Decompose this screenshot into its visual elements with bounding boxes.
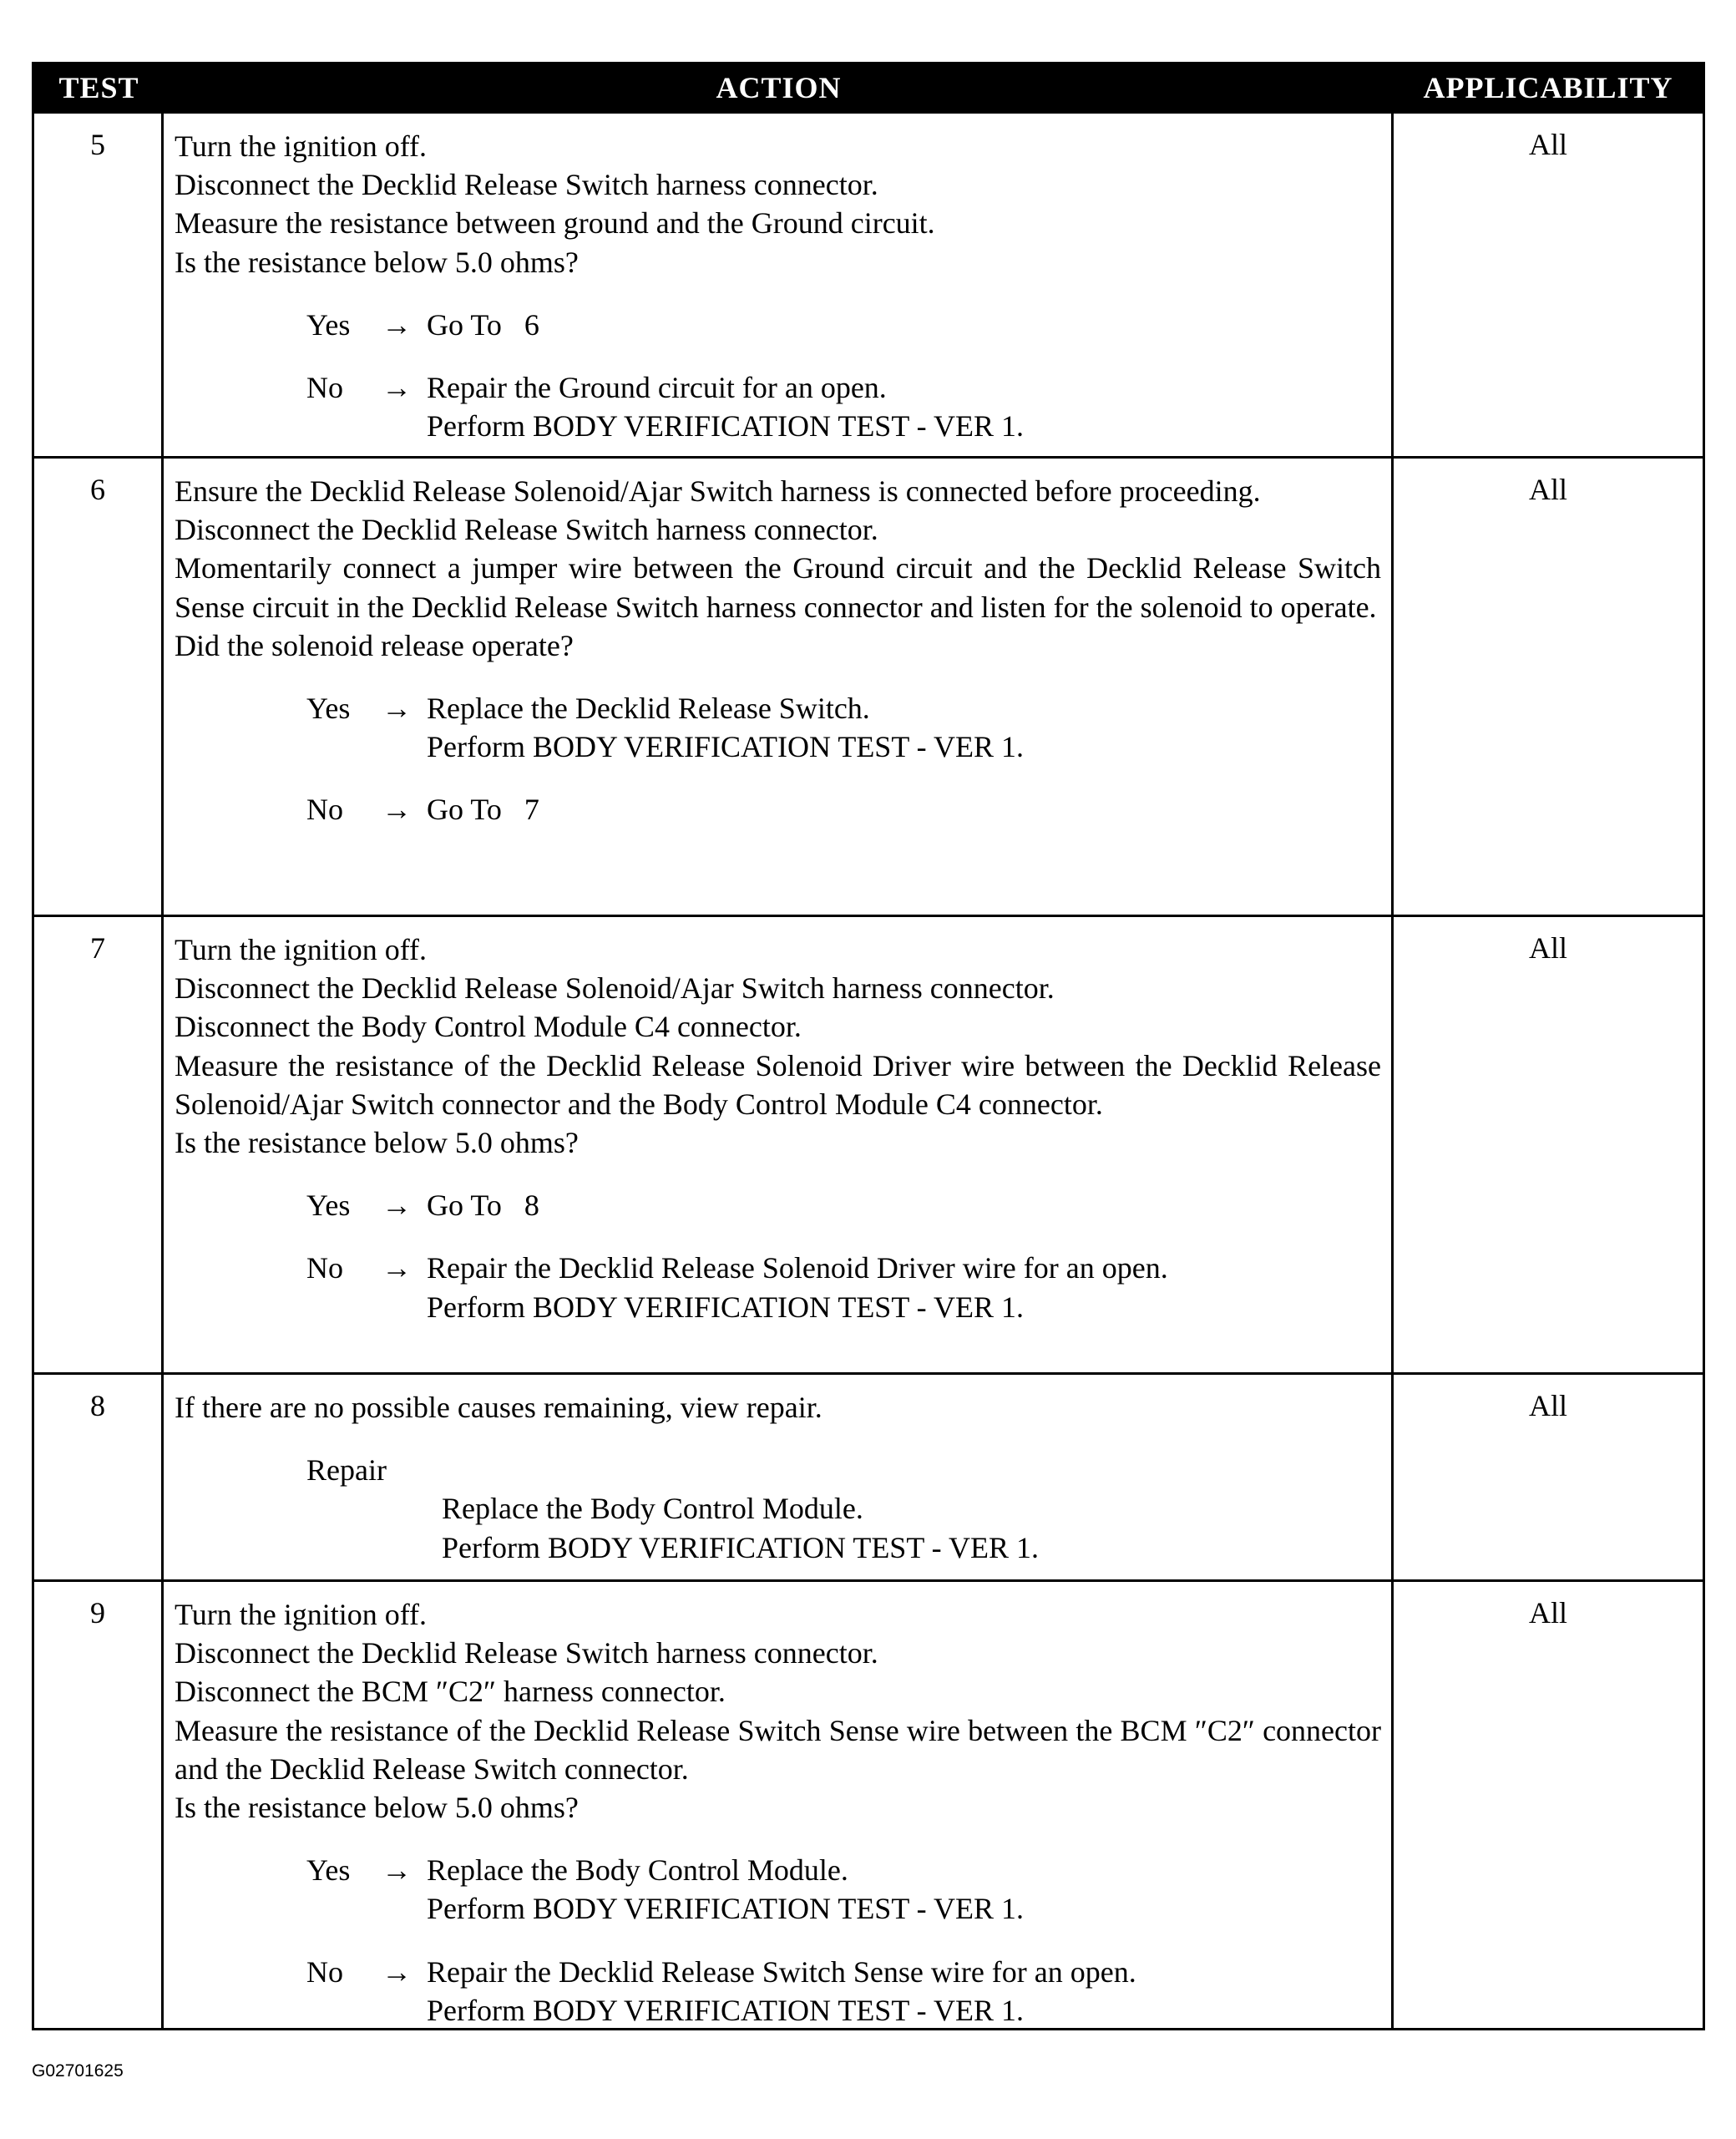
header-action: ACTION bbox=[716, 71, 842, 104]
action-cell bbox=[164, 1375, 1394, 1579]
header-applicability: APPLICABILITY bbox=[1423, 71, 1673, 104]
applicability-cell: All bbox=[1528, 128, 1567, 161]
action-step: Ensure the Decklid Release Solenoid/Ajar Switch harness is connected before proceeding. bbox=[175, 474, 1261, 508]
no-branch bbox=[306, 1953, 1381, 2030]
no-branch bbox=[306, 1249, 1381, 1325]
repair-result: Replace the Body Control Module. bbox=[442, 1492, 863, 1526]
applicability-cell: All bbox=[1528, 931, 1567, 965]
repair-label: Repair bbox=[306, 1453, 387, 1488]
no-label: No bbox=[306, 371, 343, 405]
no-label: No bbox=[306, 1251, 343, 1285]
action-cell bbox=[164, 917, 1394, 1372]
action-step: Disconnect the Decklid Release Solenoid/Ajar Switch harness connector. bbox=[175, 971, 1055, 1006]
action-step: Is the resistance below 5.0 ohms? bbox=[175, 245, 579, 279]
yes-branch bbox=[306, 689, 1381, 766]
yes-result: Replace the Decklid Release Switch. bbox=[427, 692, 870, 726]
arrow-icon: → bbox=[382, 1853, 412, 1888]
action-step: Disconnect the Decklid Release Switch harness connector. bbox=[175, 1636, 878, 1670]
figure-code: G02701625 bbox=[32, 2061, 124, 2081]
no-label: No bbox=[306, 1954, 343, 1989]
action-step: If there are no possible causes remaining, view repair. bbox=[175, 1391, 822, 1424]
action-step: Turn the ignition off. bbox=[175, 1598, 428, 1631]
test-number: 8 bbox=[34, 1375, 164, 1579]
action-step: Turn the ignition off. bbox=[175, 129, 428, 163]
header-test: TEST bbox=[58, 71, 139, 104]
no-result: Perform BODY VERIFICATION TEST - VER 1. bbox=[427, 409, 1025, 444]
arrow-icon: → bbox=[382, 371, 412, 405]
yes-result: Perform BODY VERIFICATION TEST - VER 1. bbox=[427, 1892, 1025, 1926]
arrow-icon: → bbox=[382, 1251, 412, 1285]
action-cell bbox=[164, 1582, 1394, 2028]
repair-result: Perform BODY VERIFICATION TEST - VER 1. bbox=[442, 1530, 1040, 1564]
arrow-icon: → bbox=[382, 307, 412, 342]
table-row bbox=[34, 915, 1703, 1372]
action-step: Disconnect the Body Control Module C4 connector. bbox=[175, 1010, 802, 1044]
arrow-icon: → bbox=[382, 1954, 412, 1989]
no-branch bbox=[306, 790, 1381, 829]
action-step: Momentarily connect a jumper wire between the Ground circuit and the Decklid Release Switch Sense circuit in the Decklid Release Switch harness connector and listen for the solenoid to operate. bbox=[175, 551, 1381, 624]
yes-result: Replace the Body Control Module. bbox=[427, 1853, 848, 1888]
applicability-cell: All bbox=[1528, 1596, 1567, 1630]
no-result: Repair the Decklid Release Switch Sense wire for an open. bbox=[427, 1954, 1136, 1989]
action-step: Is the resistance below 5.0 ohms? bbox=[175, 1791, 579, 1825]
yes-result: Go To 6 bbox=[427, 307, 539, 342]
no-branch bbox=[306, 368, 1381, 445]
diagnostic-test-table bbox=[32, 62, 1705, 2030]
no-result: Go To 7 bbox=[427, 793, 539, 827]
action-cell bbox=[164, 459, 1394, 915]
action-step: Is the resistance below 5.0 ohms? bbox=[175, 1126, 579, 1160]
table-row bbox=[34, 111, 1703, 456]
action-step: Did the solenoid release operate? bbox=[175, 628, 574, 662]
yes-label: Yes bbox=[306, 1189, 351, 1223]
table-row bbox=[34, 456, 1703, 915]
no-result: Repair the Decklid Release Solenoid Driver wire for an open. bbox=[427, 1251, 1168, 1285]
yes-branch bbox=[306, 1851, 1381, 1928]
test-number: 6 bbox=[34, 459, 164, 915]
table-row bbox=[34, 1579, 1703, 2028]
test-number: 9 bbox=[34, 1582, 164, 2028]
no-result: Perform BODY VERIFICATION TEST - VER 1. bbox=[427, 1993, 1025, 2027]
action-step: Disconnect the Decklid Release Switch harness connector. bbox=[175, 513, 878, 547]
arrow-icon: → bbox=[382, 793, 412, 827]
table-header bbox=[34, 64, 1703, 111]
action-step: Measure the resistance of the Decklid Release Switch Sense wire between the BCM ″C2″ connector and the Decklid Release Switch connector. bbox=[175, 1713, 1381, 1786]
yes-label: Yes bbox=[306, 692, 351, 726]
action-step: Measure the resistance of the Decklid Release Solenoid Driver wire between the Decklid Release Solenoid/Ajar Switch connector and the Body Control Module C4 connector. bbox=[175, 1048, 1381, 1121]
yes-result: Perform BODY VERIFICATION TEST - VER 1. bbox=[427, 730, 1025, 764]
action-step: Turn the ignition off. bbox=[175, 933, 428, 966]
no-result: Perform BODY VERIFICATION TEST - VER 1. bbox=[427, 1290, 1025, 1324]
no-result: Repair the Ground circuit for an open. bbox=[427, 371, 887, 405]
yes-branch bbox=[306, 306, 1381, 344]
no-label: No bbox=[306, 793, 343, 827]
action-step: Disconnect the Decklid Release Switch harness connector. bbox=[175, 168, 878, 202]
yes-result: Go To 8 bbox=[427, 1189, 539, 1223]
yes-label: Yes bbox=[306, 307, 351, 342]
arrow-icon: → bbox=[382, 1189, 412, 1223]
arrow-icon: → bbox=[382, 692, 412, 726]
action-cell bbox=[164, 114, 1394, 456]
test-number: 5 bbox=[34, 114, 164, 456]
yes-branch bbox=[306, 1186, 1381, 1224]
test-number: 7 bbox=[34, 917, 164, 1372]
table-row bbox=[34, 1372, 1703, 1579]
yes-label: Yes bbox=[306, 1853, 351, 1888]
action-step: Measure the resistance between ground and the Ground circuit. bbox=[175, 206, 935, 241]
applicability-cell: All bbox=[1528, 473, 1567, 506]
applicability-cell: All bbox=[1528, 1389, 1567, 1422]
action-step: Disconnect the BCM ″C2″ harness connector. bbox=[175, 1675, 726, 1709]
